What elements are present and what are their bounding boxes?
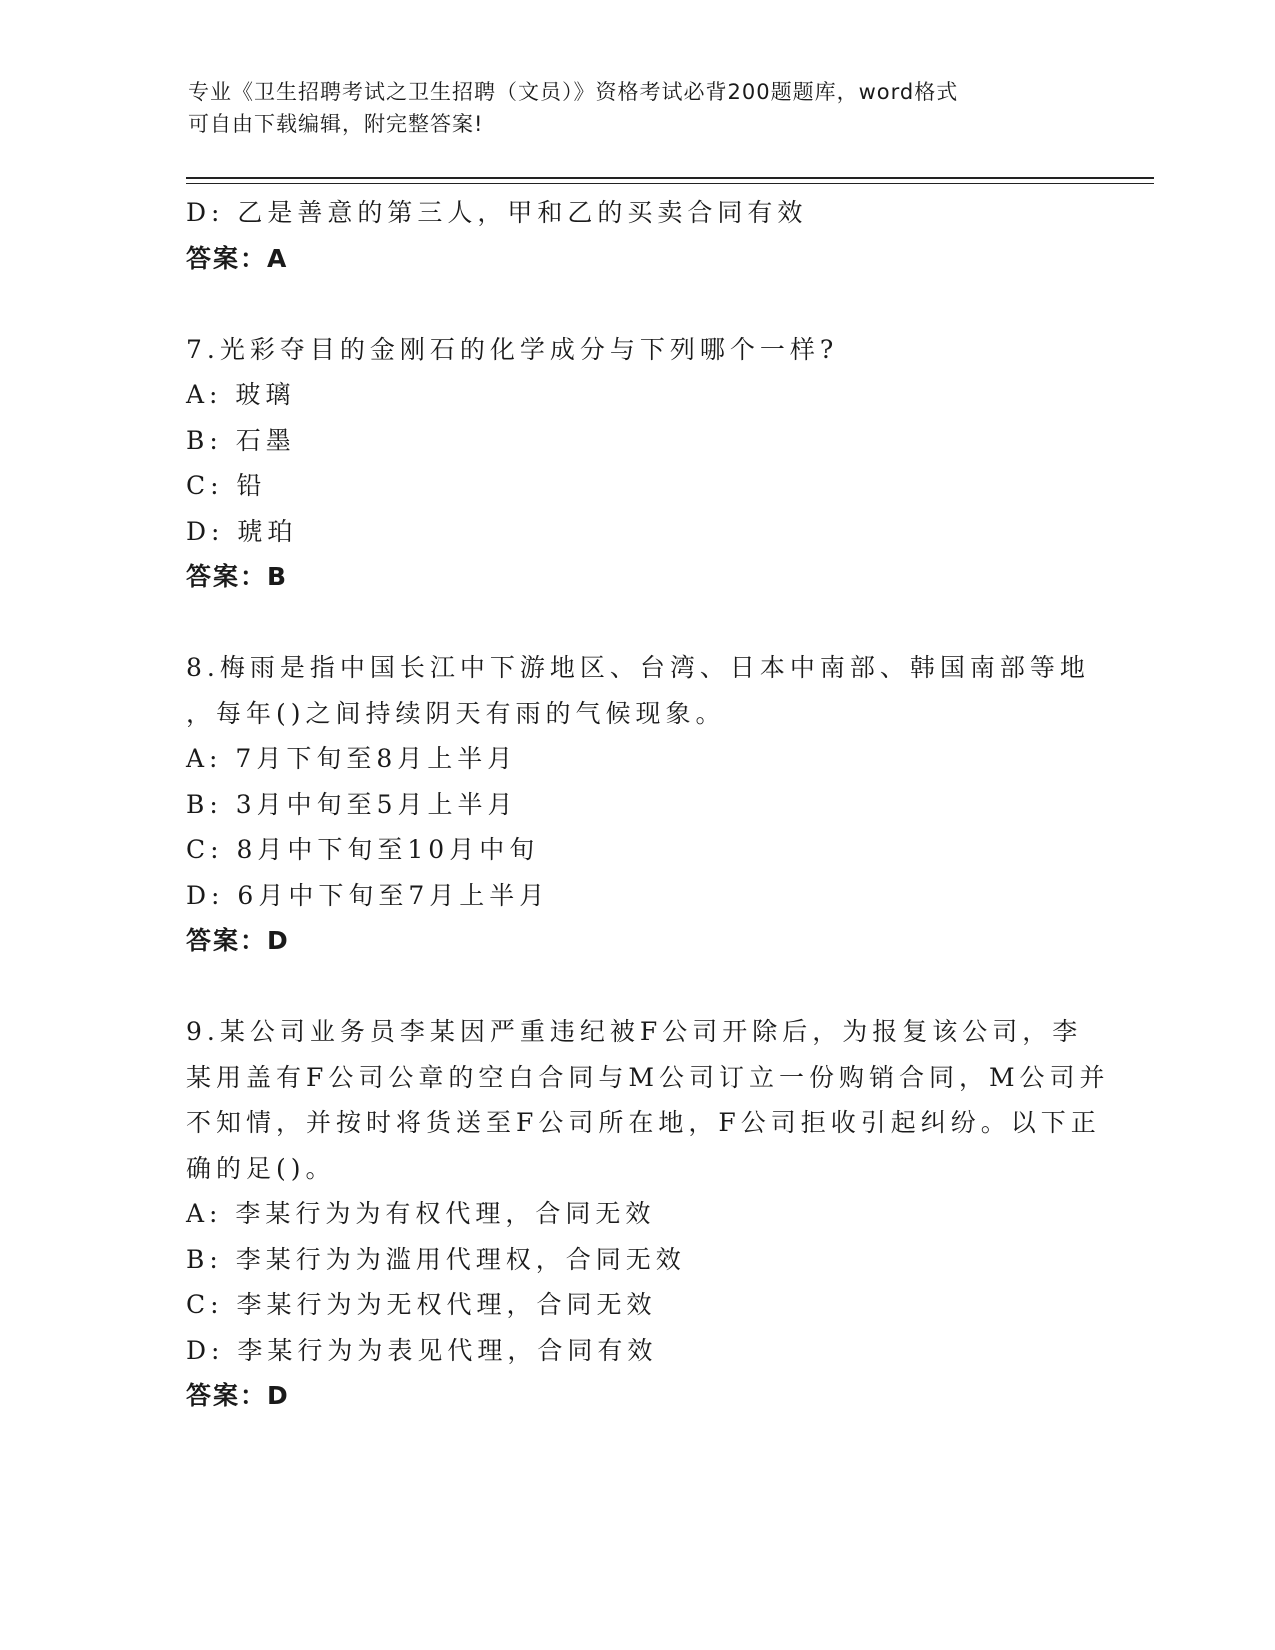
option-a: A: 7月下旬至8月上半月	[186, 744, 518, 773]
answer-line: 答案：D	[186, 926, 290, 955]
option-d: D: 乙是善意的第三人，甲和乙的买卖合同有效	[186, 198, 808, 227]
answer-line: 答案：A	[186, 243, 289, 273]
option-b: B: 石墨	[186, 425, 296, 455]
question-list	[186, 190, 1110, 1419]
header-rule-thick	[186, 177, 1154, 179]
header-line-2: 可自由下载编辑，附完整答案!	[188, 112, 484, 136]
question-7	[186, 327, 1086, 600]
answer-line: 答案：B	[186, 562, 289, 591]
option-c: C: 铅	[186, 471, 267, 500]
option-a: A: 李某行为为有权代理，合同无效	[186, 1199, 656, 1228]
question-stem: 8.梅雨是指中国长江中下游地区、台湾、日本中南部、韩国南部等地	[186, 653, 1090, 682]
option-d: D: 6月中下旬至7月上半月	[186, 880, 550, 910]
option-b: B: 3月中旬至5月上半月	[186, 789, 518, 819]
header-rule-thin	[186, 183, 1154, 184]
question-stem-cont: 不知情，并按时将货送至F公司所在地，F公司拒收引起纠纷。以下正	[186, 1108, 1101, 1137]
option-d: D: 琥珀	[186, 516, 298, 546]
option-b: B: 李某行为为滥用代理权，合同无效	[186, 1244, 686, 1274]
option-c: C: 8月中下旬至10月中旬	[186, 835, 540, 864]
document-header	[188, 76, 1088, 140]
question-9	[186, 1009, 1110, 1419]
question-stem-cont: 某用盖有F公司公章的空白合同与M公司订立一份购销合同，M公司并	[186, 1062, 1110, 1092]
option-d: D: 李某行为为表见代理，合同有效	[186, 1335, 658, 1365]
header-line-1: 专业《卫生招聘考试之卫生招聘（文员）》资格考试必背200题题库，word格式	[188, 80, 959, 104]
question-stem-cont: 确的足()。	[186, 1153, 336, 1183]
question-stem: 7.光彩夺目的金刚石的化学成分与下列哪个一样?	[186, 334, 839, 364]
question-stem-cont: ，每年()之间持续阴天有雨的气候现象。	[186, 698, 726, 728]
option-c: C: 李某行为为无权代理，合同无效	[186, 1290, 657, 1319]
answer-line: 答案：D	[186, 1381, 290, 1410]
question-8	[186, 645, 1090, 964]
question-stem: 9.某公司业务员李某因严重违纪被F公司开除后，为报复该公司，李	[186, 1017, 1083, 1046]
option-a: A: 玻璃	[186, 380, 296, 409]
